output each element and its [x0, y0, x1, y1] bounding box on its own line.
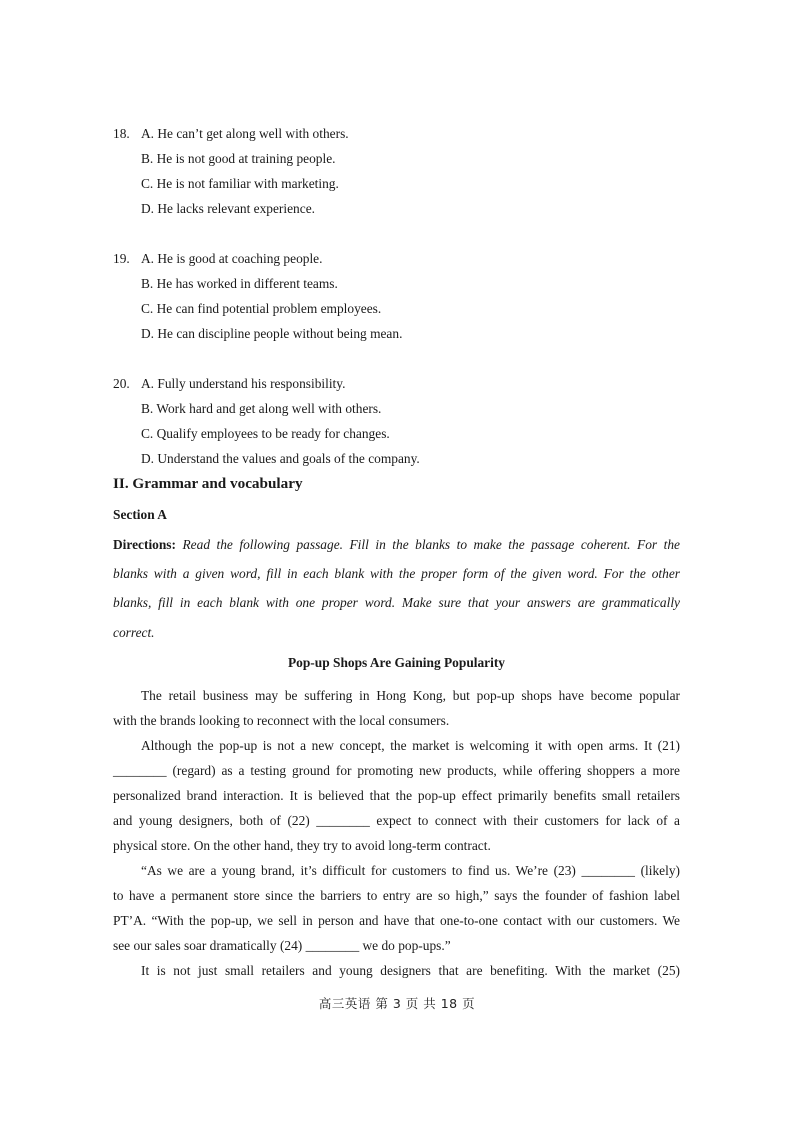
option-c: C. Qualify employees to be ready for changes. — [141, 426, 390, 441]
option-b: B. He has worked in different teams. — [141, 276, 338, 291]
passage-line: It is not just small retailers and young designers that are benefiting. With the market (25) — [141, 963, 680, 978]
option-a: A. He is good at coaching people. — [141, 251, 323, 266]
passage-title: Pop-up Shops Are Gaining Popularity — [287, 655, 506, 670]
question-19 — [113, 246, 713, 346]
section-heading: Section A — [113, 507, 167, 522]
option-c: C. He can find potential problem employees. — [141, 301, 382, 316]
passage-line: physical store. On the other hand, they try to avoid long-term contract. — [113, 838, 491, 853]
directions-line: Read the following passage. Fill in the blanks to make the passage coherent. For the — [175, 537, 680, 552]
question-18 — [113, 121, 713, 221]
passage-line: Although the pop-up is not a new concept, the market is welcoming it with open arms. It (21) — [141, 738, 680, 753]
passage-line: with the brands looking to reconnect with the local consumers. — [113, 713, 450, 728]
directions-line: correct. — [113, 624, 155, 640]
option-a: A. He can’t get along well with others. — [141, 126, 349, 141]
directions-label: Directions: — [113, 537, 176, 552]
option-c: C. He is not familiar with marketing. — [141, 176, 339, 191]
passage-line: see our sales soar dramatically (24) ________ we do pop-ups.” — [113, 938, 451, 953]
passage-line: to have a permanent store since the barriers to entry are so high,” says the founder of fashion label — [113, 888, 680, 903]
option-b: B. Work hard and get along well with others. — [141, 401, 382, 416]
option-d: D. Understand the values and goals of the company. — [141, 451, 420, 466]
option-d: D. He lacks relevant experience. — [141, 201, 315, 216]
question-20 — [113, 371, 713, 471]
passage-line: “As we are a young brand, it’s difficult for customers to find us. We’re (23) ________ (likely) — [141, 863, 680, 878]
option-b: B. He is not good at training people. — [141, 151, 336, 166]
passage — [113, 683, 680, 983]
question-number: 18. — [113, 126, 130, 141]
option-a: A. Fully understand his responsibility. — [141, 376, 346, 391]
option-d: D. He can discipline people without being mean. — [141, 326, 403, 341]
question-number: 20. — [113, 376, 130, 391]
passage-line: personalized brand interaction. It is believed that the pop-up effect primarily benefits small retailers — [113, 788, 680, 803]
passage-line: PT’A. “With the pop-up, we sell in person and have that one-to-one contact with our customers. We — [113, 913, 680, 928]
directions-line: blanks, fill in each blank with one proper word. Make sure that your answers are grammatically — [113, 595, 680, 611]
directions-line: blanks with a given word, fill in each blank with the proper form of the given word. For the other — [113, 566, 680, 582]
passage-line: The retail business may be suffering in Hong Kong, but pop-up shops have become popular — [141, 688, 680, 703]
question-number: 19. — [113, 251, 130, 266]
passage-line: ________ (regard) as a testing ground for promoting new products, while offering shoppers a more — [113, 763, 680, 778]
directions — [113, 530, 680, 647]
part-heading: II. Grammar and vocabulary — [113, 475, 303, 492]
page-footer: 高三英语 第 3 页 共 18 页 — [318, 996, 476, 1011]
passage-line: and young designers, both of (22) ________ expect to connect with their customers for lack of a — [113, 813, 680, 828]
